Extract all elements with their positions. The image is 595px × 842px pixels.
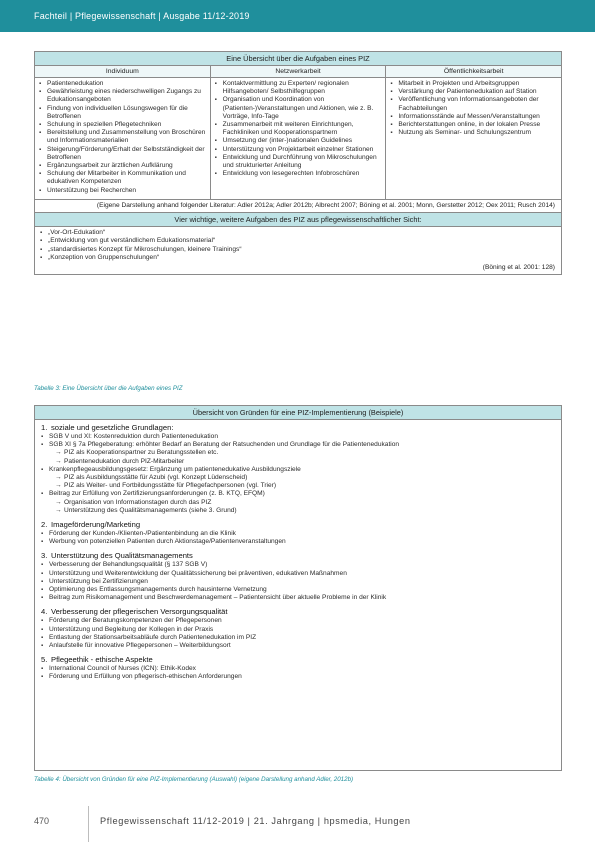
section-list — [41, 561, 555, 602]
arrow-right-icon: → — [55, 506, 62, 514]
section-list — [41, 466, 555, 474]
header-text: Fachteil | Pflegewissenschaft | Ausgabe 11/12-2019 — [34, 11, 250, 21]
section-number: 3. — [41, 551, 48, 561]
reason-section-4 — [41, 607, 555, 650]
section-list — [41, 433, 555, 449]
caption-table-3: Tabelle 3: Eine Übersicht über die Aufgaben eines PIZ — [34, 385, 183, 392]
further-tasks-title: Vier wichtige, weitere Aufgaben des PIZ aus pflegewissenschaftlicher Sicht: — [35, 212, 561, 226]
section-number: 1. — [41, 423, 48, 432]
individuum-list — [39, 80, 206, 195]
column-oeffentlichkeitsarbeit: Öffentlichkeitsarbeit — [385, 66, 561, 77]
section-title: Pflegeethik - ethische Aspekte — [51, 655, 153, 665]
tasks-table-body — [35, 78, 561, 199]
further-tasks-list — [35, 226, 561, 264]
list-item: ▪ Veröffentlichung von Informationsangeboten der Fachabteilungen — [390, 96, 557, 112]
list-item: ▪ SGB V und XI: Kostenreduktion durch Patientenedukation — [41, 433, 555, 441]
list-item: ▪ „Konzeption von Gruppenschulungen“ — [40, 254, 556, 262]
reasons-table — [34, 405, 562, 771]
column-netzwerkarbeit: Netzwerkarbeit — [210, 66, 386, 77]
reason-section-1 — [41, 423, 555, 515]
oeffentlichkeitsarbeit-list — [390, 80, 557, 137]
list-item: ▪ Entwicklung und Durchführung von Mikroschulungen und strukturierter Anleitung — [215, 154, 382, 170]
reason-section-2 — [41, 520, 555, 546]
list-item: ▪ Anlaufstelle für innovative Pflegepersonen – Weiterbildungsort — [41, 642, 555, 650]
arrow-text: PIZ als Weiter- und Fortbildungsstätte für Pflegefachpersonen (vgl. Trier) — [64, 482, 277, 490]
list-item: ▪ Unterstützung von Projektarbeit einzelner Stationen — [215, 146, 382, 154]
column-individuum-cell — [35, 78, 210, 199]
list-item: ▪ Organisation und Koordination von (Patienten-)Veranstaltungen und Aktionen, wie z. B. Vorträge, Info-Tage — [215, 96, 382, 121]
reasons-table-title: Übersicht von Gründen für eine PIZ-Implementierung (Beispiele) — [35, 406, 561, 420]
list-item: ▪ Kontaktvermittlung zu Experten/ regionalen Hilfsangeboten/ Selbsthilfegruppen — [215, 80, 382, 96]
list-item: ▪ Optimierung des Entlassungsmanagements durch hausinterne Vernetzung — [41, 586, 555, 594]
list-item: ▪ Schulung der Mitarbeiter in Kommunikation und edukativen Kompetenzen — [39, 170, 206, 186]
arrow-item — [41, 507, 555, 515]
caption-table-4: Tabelle 4: Übersicht von Gründen für eine PIZ-Implementierung (Auswahl) (eigene Darstellung anhand Adler, 2012b) — [34, 776, 354, 783]
list-item: ▪ Unterstützung bei Recherchen — [39, 187, 206, 195]
arrow-text: Patientenedukation durch PIZ-Mitarbeiter — [64, 457, 185, 465]
arrow-right-icon: → — [55, 474, 62, 482]
reason-section-3 — [41, 551, 555, 602]
arrow-right-icon: → — [55, 482, 62, 490]
further-tasks-source: (Böning et al. 2001: 128) — [482, 264, 555, 272]
header-bar — [0, 0, 595, 32]
list-item: ▪ Gewährleistung eines niederschwelligen Zugangs zu Edukationsangeboten — [39, 88, 206, 104]
arrow-item — [41, 449, 555, 457]
section-title: Imageförderung/Marketing — [51, 520, 141, 530]
section-heading — [41, 520, 555, 530]
section-heading — [41, 551, 555, 561]
footer-divider — [88, 806, 89, 842]
arrow-item — [41, 458, 555, 466]
list-item: ▪ Entwicklung von lesegerechten Infobroschüren — [215, 170, 382, 178]
section-heading — [41, 607, 555, 617]
section-heading — [41, 655, 555, 665]
list-item: ▪ Förderung und Erfüllung von pflegerisch-ethischen Anforderungen — [41, 673, 555, 681]
section-title: soziale und gesetzliche Grundlagen: — [51, 423, 174, 432]
list-item: ▪ Unterstützung und Weiterentwicklung der Qualitätssicherung bei präventiven, edukativen Maßnahmen — [41, 570, 555, 578]
arrow-text: PIZ als Kooperationspartner zu Beratungsstellen etc. — [64, 449, 219, 457]
page-number: 470 — [34, 816, 50, 826]
list-item: ▪ Ergänzungsarbeit zur ärztlichen Aufklärung — [39, 162, 206, 170]
column-individuum: Individuum — [35, 66, 210, 77]
list-item: ▪ Unterstützung und Begleitung der Kollegen in der Praxis — [41, 626, 555, 634]
arrow-text: Organisation von Informationstagen durch das PIZ — [64, 498, 212, 506]
reasons-table-body — [35, 420, 561, 690]
list-item: ▪ Patientenedukation — [39, 80, 206, 88]
tasks-table — [34, 51, 562, 275]
list-item: ▪ Förderung der Kunden-/Klienten-/Patientenbindung an die Klinik — [41, 530, 555, 538]
list-item: ▪ Informationsstände auf Messen/Veranstaltungen — [390, 113, 557, 121]
list-item: ▪ Zusammenarbeit mit weiteren Einrichtungen, Fachkliniken und Kooperationspartnern — [215, 121, 382, 137]
list-item: ▪ Bereitstellung und Zusammenstellung von Broschüren und Informationsmaterialien — [39, 129, 206, 145]
section-list — [41, 665, 555, 681]
list-item: ▪ Mitarbeit in Projekten und Arbeitsgruppen — [390, 80, 557, 88]
tasks-table-title: Eine Übersicht über die Aufgaben eines PIZ — [35, 52, 561, 66]
section-title: Verbesserung der pflegerischen Versorgungsqualität — [51, 607, 228, 617]
arrow-text: PIZ als Ausbildungsstätte für Azubi (vgl. Konzept Lüdenscheid) — [64, 474, 248, 482]
list-item: ▪ Beitrag zum Risikomanagement und Beschwerdemanagement – Patientensicht über aktuelle Probleme in der Klinik — [41, 594, 555, 602]
list-item: ▪ Findung von individuellen Lösungswegen für die Betroffenen — [39, 105, 206, 121]
list-item: ▪ Unterstützung bei Zertifizierungen — [41, 578, 555, 586]
column-netzwerkarbeit-cell — [210, 78, 386, 199]
list-item: ▪ „Entwicklung von gut verständlichem Edukationsmaterial“ — [40, 237, 556, 245]
arrow-right-icon: → — [55, 449, 62, 457]
list-item: ▪ Krankenpflegeausbildungsgesetz: Ergänzung um patientenedukative Ausbildungsziele — [41, 466, 555, 474]
section-list — [41, 617, 555, 650]
arrow-item — [41, 482, 555, 490]
column-oeffentlichkeitsarbeit-cell — [385, 78, 561, 199]
section-number: 5. — [41, 655, 48, 665]
section-number: 2. — [41, 520, 48, 530]
list-item: ▪ Entlastung der Stationsarbeitsabläufe durch Patientenedukation im PIZ — [41, 634, 555, 642]
netzwerkarbeit-list — [215, 80, 382, 178]
list-item: ▪ Förderung der Beratungskompetenzen der Pflegepersonen — [41, 617, 555, 625]
list-item: ▪ „standardisiertes Konzept für Mikroschulungen, kleinere Trainings“ — [40, 246, 556, 254]
arrow-item — [41, 499, 555, 507]
list-item: ▪ Berichterstattungen online, in der lokalen Presse — [390, 121, 557, 129]
section-list — [41, 490, 555, 498]
section-heading — [41, 423, 555, 433]
section-title: Unterstützung des Qualitätsmanagements — [51, 551, 193, 561]
list-item: ▪ SGB XI § 7a Pflegeberatung: erhöhter Bedarf an Beratung der Ratsuchenden und Grundlage für die Patientenedukation — [41, 441, 555, 449]
arrow-item — [41, 474, 555, 482]
reason-section-5 — [41, 655, 555, 681]
arrow-right-icon: → — [55, 498, 62, 506]
arrow-right-icon: → — [55, 457, 62, 465]
list-item: ▪ Beitrag zur Erfüllung von Zertifizierungsanforderungen (z. B. KTQ, EFQM) — [41, 490, 555, 498]
arrow-text: Unterstützung des Qualitätsmanagements (siehe 3. Grund) — [64, 506, 237, 514]
tasks-table-source: (Eigene Darstellung anhand folgender Literatur: Adler 2012a; Adler 2012b; Albrecht 2007; Böning et al. 2001; Monn, Gerstetter 2012; Oex 2011; Rusch 2014) — [35, 199, 561, 212]
footer-text: Pflegewissenschaft 11/12-2019 | 21. Jahrgang | hpsmedia, Hungen — [100, 816, 411, 826]
list-item: ▪ Verbesserung der Behandlungsqualität (§ 137 SGB V) — [41, 561, 555, 569]
list-item: ▪ Steigerung/Förderung/Erhalt der Selbstständigkeit der Betroffenen — [39, 146, 206, 162]
list-item: ▪ Werbung von potenziellen Patienten durch Aktionstage/Patientenveranstaltungen — [41, 538, 555, 546]
section-number: 4. — [41, 607, 48, 617]
list-item: ▪ Nutzung als Seminar- und Schulungszentrum — [390, 129, 557, 137]
list-item: ▪ Schulung in speziellen Pflegetechniken — [39, 121, 206, 129]
list-item: ▪ Verstärkung der Patientenedukation auf Station — [390, 88, 557, 96]
list-item: ▪ „Vor-Ort-Edukation“ — [40, 229, 556, 237]
list-item: ▪ Umsetzung der (inter-)nationalen Guidelines — [215, 137, 382, 145]
list-item: ▪ International Council of Nurses (ICN): Ethik-Kodex — [41, 665, 555, 673]
tasks-table-columns — [35, 66, 561, 78]
section-list — [41, 530, 555, 546]
